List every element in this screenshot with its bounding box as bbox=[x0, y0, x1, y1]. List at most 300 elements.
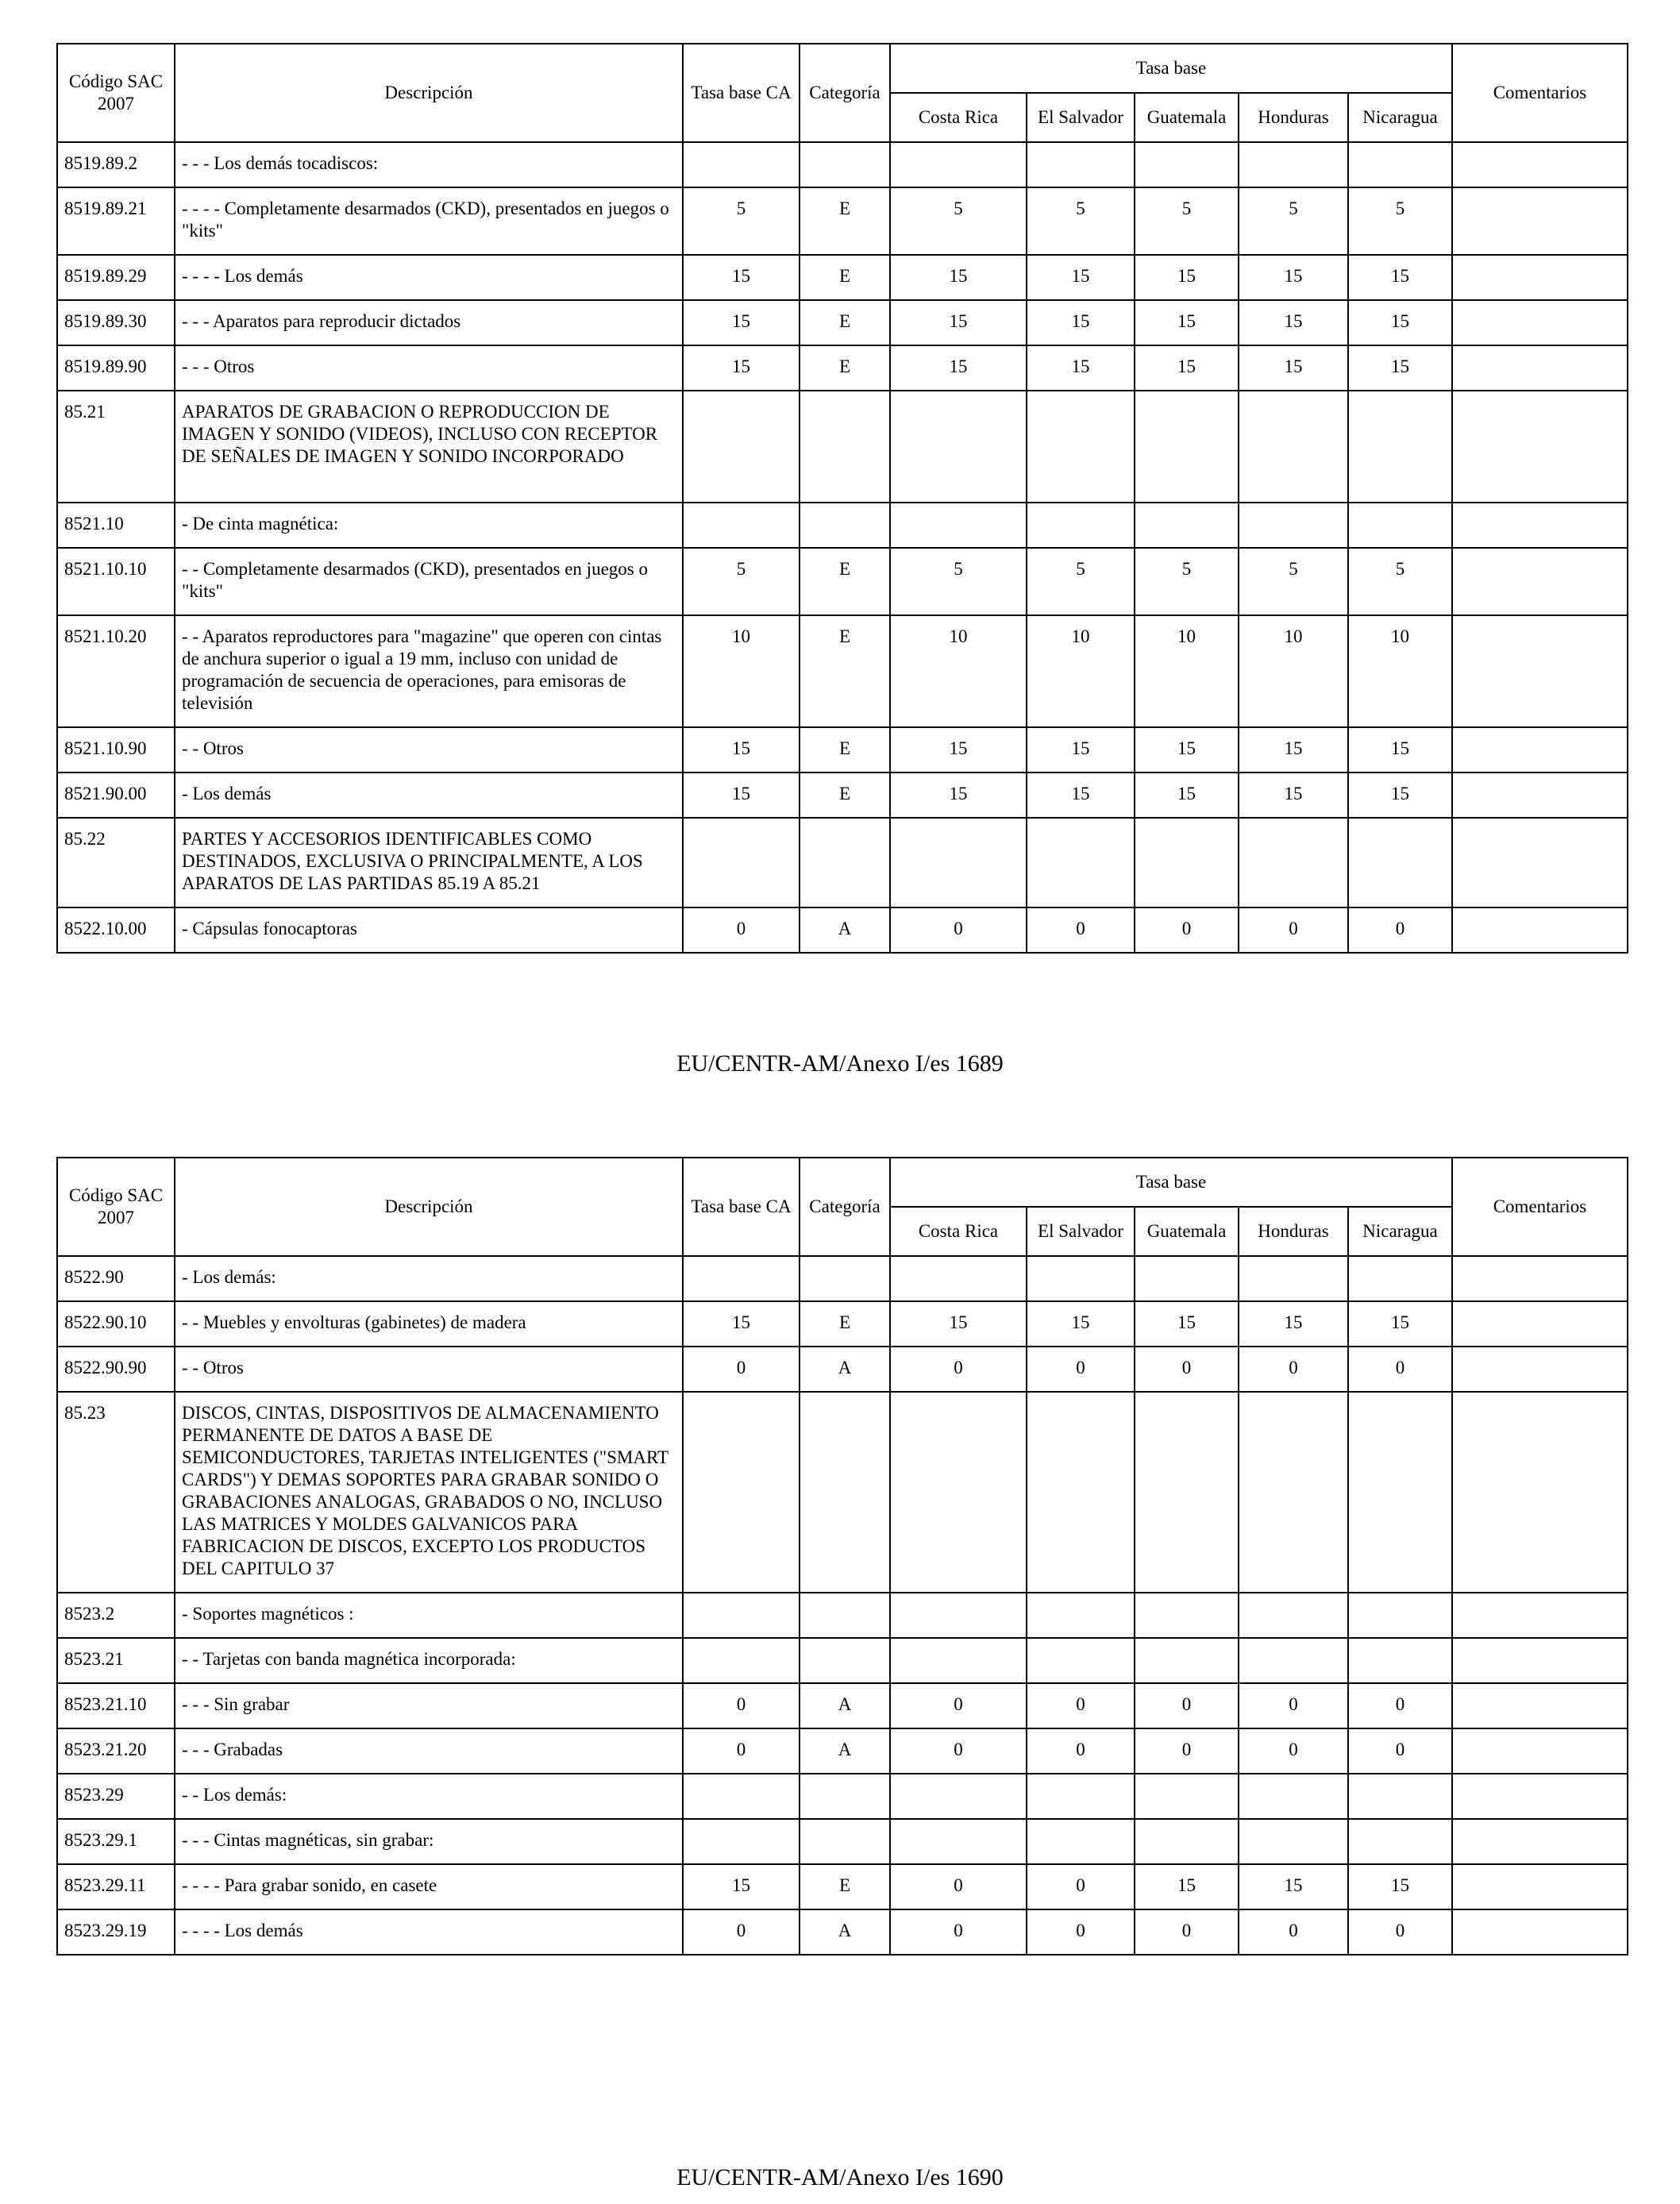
description-cell: - - - Otros bbox=[175, 345, 683, 391]
honduras-cell: 0 bbox=[1239, 1909, 1348, 1955]
tasa-base-ca-cell bbox=[683, 1392, 800, 1593]
comentarios-cell bbox=[1452, 615, 1628, 727]
guatemala-cell bbox=[1135, 1256, 1239, 1301]
description-cell: - Los demás: bbox=[175, 1256, 683, 1301]
code-cell: 8523.21 bbox=[57, 1638, 175, 1683]
el-salvador-cell bbox=[1027, 391, 1135, 503]
honduras-cell bbox=[1239, 1256, 1348, 1301]
guatemala-cell bbox=[1135, 1638, 1239, 1683]
code-cell: 8521.10.10 bbox=[57, 548, 175, 615]
code-cell: 8519.89.21 bbox=[57, 187, 175, 255]
comentarios-cell bbox=[1452, 1392, 1628, 1593]
table-row bbox=[57, 300, 1628, 345]
nicaragua-cell bbox=[1348, 1593, 1452, 1638]
tasa-base-ca-cell: 5 bbox=[683, 187, 800, 255]
tasa-base-ca-cell: 5 bbox=[683, 548, 800, 615]
categoria-cell: E bbox=[800, 615, 890, 727]
nicaragua-cell bbox=[1348, 1819, 1452, 1864]
header-codigo: Código SAC 2007 bbox=[57, 1158, 175, 1256]
categoria-cell: E bbox=[800, 548, 890, 615]
table-row bbox=[57, 187, 1628, 255]
guatemala-cell bbox=[1135, 391, 1239, 503]
guatemala-cell: 15 bbox=[1135, 345, 1239, 391]
comentarios-cell bbox=[1452, 345, 1628, 391]
comentarios-cell bbox=[1452, 1819, 1628, 1864]
costa-rica-cell bbox=[890, 818, 1027, 907]
nicaragua-cell: 15 bbox=[1348, 255, 1452, 300]
table-row bbox=[57, 1864, 1628, 1909]
costa-rica-cell bbox=[890, 391, 1027, 503]
categoria-cell: A bbox=[800, 1909, 890, 1955]
comentarios-cell bbox=[1452, 818, 1628, 907]
comentarios-cell bbox=[1452, 1728, 1628, 1774]
tasa-base-ca-cell: 0 bbox=[683, 1909, 800, 1955]
description-cell: - - Aparatos reproductores para "magazine" que operen con cintas de anchura superior o igual a 19 mm, incluso con unidad de programación de secuencia de operaciones, para emisoras de televisión bbox=[175, 615, 683, 727]
header-comentarios: Comentarios bbox=[1452, 1158, 1628, 1256]
table-row bbox=[57, 773, 1628, 818]
tasa-base-ca-cell bbox=[683, 1774, 800, 1819]
header-country-guatemala: Guatemala bbox=[1135, 1207, 1239, 1256]
costa-rica-cell: 5 bbox=[890, 548, 1027, 615]
categoria-cell bbox=[800, 1774, 890, 1819]
tasa-base-ca-cell: 15 bbox=[683, 1301, 800, 1347]
guatemala-cell bbox=[1135, 1593, 1239, 1638]
tasa-base-ca-cell: 0 bbox=[683, 1683, 800, 1728]
header-country-costa-rica: Costa Rica bbox=[890, 1207, 1027, 1256]
table-body bbox=[57, 142, 1628, 953]
table-row bbox=[57, 142, 1628, 187]
tasa-base-ca-cell: 15 bbox=[683, 727, 800, 773]
nicaragua-cell: 15 bbox=[1348, 773, 1452, 818]
description-cell: DISCOS, CINTAS, DISPOSITIVOS DE ALMACENAMIENTO PERMANENTE DE DATOS A BASE DE SEMICONDUCTORES, TARJETAS INTELIGENTES ("SMART CARDS") Y DEMAS SOPORTES PARA GRABAR SONIDO O GRABACIONES ANALOGAS, GRABADOS O NO, INCLUSO LAS MATRICES Y MOLDES GALVANICOS PARA FABRICACION DE DISCOS, EXCEPTO LOS PRODUCTOS DEL CAPITULO 37 bbox=[175, 1392, 683, 1593]
costa-rica-cell bbox=[890, 142, 1027, 187]
description-cell: - De cinta magnética: bbox=[175, 503, 683, 548]
honduras-cell bbox=[1239, 142, 1348, 187]
header-tasa-base: Tasa base bbox=[890, 44, 1452, 93]
table-row bbox=[57, 1392, 1628, 1593]
costa-rica-cell: 15 bbox=[890, 255, 1027, 300]
costa-rica-cell: 15 bbox=[890, 773, 1027, 818]
header-categoria: Categoría bbox=[800, 44, 890, 142]
table-row bbox=[57, 818, 1628, 907]
nicaragua-cell bbox=[1348, 1774, 1452, 1819]
description-cell: - - - Los demás tocadiscos: bbox=[175, 142, 683, 187]
el-salvador-cell: 5 bbox=[1027, 548, 1135, 615]
honduras-cell: 15 bbox=[1239, 727, 1348, 773]
nicaragua-cell: 0 bbox=[1348, 1728, 1452, 1774]
description-cell: - - - Grabadas bbox=[175, 1728, 683, 1774]
header-tasa-base: Tasa base bbox=[890, 1158, 1452, 1207]
categoria-cell bbox=[800, 1593, 890, 1638]
comentarios-cell bbox=[1452, 1864, 1628, 1909]
el-salvador-cell: 5 bbox=[1027, 187, 1135, 255]
nicaragua-cell: 5 bbox=[1348, 548, 1452, 615]
description-cell: - - Muebles y envolturas (gabinetes) de madera bbox=[175, 1301, 683, 1347]
honduras-cell bbox=[1239, 503, 1348, 548]
table-row bbox=[57, 1593, 1628, 1638]
tasa-base-ca-cell: 15 bbox=[683, 1864, 800, 1909]
header-country-nicaragua: Nicaragua bbox=[1348, 1207, 1452, 1256]
tasa-base-ca-cell: 10 bbox=[683, 615, 800, 727]
nicaragua-cell bbox=[1348, 1392, 1452, 1593]
categoria-cell: A bbox=[800, 1347, 890, 1392]
nicaragua-cell: 0 bbox=[1348, 1683, 1452, 1728]
guatemala-cell bbox=[1135, 818, 1239, 907]
nicaragua-cell bbox=[1348, 1256, 1452, 1301]
description-cell: - - - Sin grabar bbox=[175, 1683, 683, 1728]
costa-rica-cell bbox=[890, 1774, 1027, 1819]
table-header bbox=[57, 1158, 1628, 1256]
table-row bbox=[57, 1256, 1628, 1301]
el-salvador-cell bbox=[1027, 818, 1135, 907]
comentarios-cell bbox=[1452, 1774, 1628, 1819]
guatemala-cell: 0 bbox=[1135, 1347, 1239, 1392]
honduras-cell: 15 bbox=[1239, 300, 1348, 345]
table-row bbox=[57, 907, 1628, 953]
header-tasa-base-ca: Tasa base CA bbox=[683, 44, 800, 142]
code-cell: 8521.10.20 bbox=[57, 615, 175, 727]
categoria-cell bbox=[800, 1819, 890, 1864]
table-row bbox=[57, 1347, 1628, 1392]
description-cell: - - - - Para grabar sonido, en casete bbox=[175, 1864, 683, 1909]
code-cell: 8523.21.10 bbox=[57, 1683, 175, 1728]
comentarios-cell bbox=[1452, 727, 1628, 773]
honduras-cell: 0 bbox=[1239, 1683, 1348, 1728]
code-cell: 8519.89.30 bbox=[57, 300, 175, 345]
costa-rica-cell bbox=[890, 1256, 1027, 1301]
nicaragua-cell bbox=[1348, 391, 1452, 503]
nicaragua-cell: 0 bbox=[1348, 907, 1452, 953]
categoria-cell: E bbox=[800, 300, 890, 345]
el-salvador-cell: 15 bbox=[1027, 1301, 1135, 1347]
categoria-cell bbox=[800, 503, 890, 548]
tasa-base-ca-cell: 0 bbox=[683, 907, 800, 953]
costa-rica-cell: 15 bbox=[890, 345, 1027, 391]
table-row bbox=[57, 1301, 1628, 1347]
guatemala-cell: 5 bbox=[1135, 548, 1239, 615]
nicaragua-cell: 10 bbox=[1348, 615, 1452, 727]
categoria-cell bbox=[800, 1638, 890, 1683]
el-salvador-cell bbox=[1027, 1774, 1135, 1819]
el-salvador-cell bbox=[1027, 503, 1135, 548]
comentarios-cell bbox=[1452, 391, 1628, 503]
el-salvador-cell: 15 bbox=[1027, 255, 1135, 300]
comentarios-cell bbox=[1452, 1301, 1628, 1347]
nicaragua-cell: 15 bbox=[1348, 345, 1452, 391]
comentarios-cell bbox=[1452, 1256, 1628, 1301]
costa-rica-cell: 15 bbox=[890, 1301, 1027, 1347]
header-country-guatemala: Guatemala bbox=[1135, 93, 1239, 142]
tasa-base-ca-cell: 15 bbox=[683, 255, 800, 300]
header-country-honduras: Honduras bbox=[1239, 93, 1348, 142]
description-cell: - - Otros bbox=[175, 727, 683, 773]
nicaragua-cell: 0 bbox=[1348, 1909, 1452, 1955]
el-salvador-cell: 10 bbox=[1027, 615, 1135, 727]
el-salvador-cell bbox=[1027, 142, 1135, 187]
code-cell: 85.23 bbox=[57, 1392, 175, 1593]
costa-rica-cell: 0 bbox=[890, 1909, 1027, 1955]
nicaragua-cell: 5 bbox=[1348, 187, 1452, 255]
comentarios-cell bbox=[1452, 1593, 1628, 1638]
honduras-cell: 0 bbox=[1239, 1728, 1348, 1774]
code-cell: 8523.2 bbox=[57, 1593, 175, 1638]
code-cell: 8522.90.90 bbox=[57, 1347, 175, 1392]
comentarios-cell bbox=[1452, 548, 1628, 615]
honduras-cell bbox=[1239, 391, 1348, 503]
tasa-base-ca-cell: 15 bbox=[683, 345, 800, 391]
code-cell: 8519.89.2 bbox=[57, 142, 175, 187]
nicaragua-cell: 15 bbox=[1348, 727, 1452, 773]
code-cell: 8521.10 bbox=[57, 503, 175, 548]
el-salvador-cell: 15 bbox=[1027, 300, 1135, 345]
categoria-cell: E bbox=[800, 255, 890, 300]
comentarios-cell bbox=[1452, 907, 1628, 953]
tasa-base-ca-cell bbox=[683, 142, 800, 187]
description-cell: - Soportes magnéticos : bbox=[175, 1593, 683, 1638]
description-cell: APARATOS DE GRABACION O REPRODUCCION DE IMAGEN Y SONIDO (VIDEOS), INCLUSO CON RECEPTOR DE SEÑALES DE IMAGEN Y SONIDO INCORPORADO bbox=[175, 391, 683, 503]
costa-rica-cell bbox=[890, 503, 1027, 548]
table-body bbox=[57, 1256, 1628, 1955]
code-cell: 85.21 bbox=[57, 391, 175, 503]
description-cell: - Cápsulas fonocaptoras bbox=[175, 907, 683, 953]
table-row bbox=[57, 548, 1628, 615]
table-row bbox=[57, 345, 1628, 391]
el-salvador-cell bbox=[1027, 1819, 1135, 1864]
nicaragua-cell bbox=[1348, 818, 1452, 907]
code-cell: 8522.90 bbox=[57, 1256, 175, 1301]
description-cell: - - Otros bbox=[175, 1347, 683, 1392]
table-row bbox=[57, 255, 1628, 300]
categoria-cell bbox=[800, 1256, 890, 1301]
guatemala-cell bbox=[1135, 1392, 1239, 1593]
header-country-costa-rica: Costa Rica bbox=[890, 93, 1027, 142]
tasa-base-ca-cell: 0 bbox=[683, 1347, 800, 1392]
costa-rica-cell: 0 bbox=[890, 1728, 1027, 1774]
header-country-el-salvador: El Salvador bbox=[1027, 1207, 1135, 1256]
guatemala-cell: 15 bbox=[1135, 1864, 1239, 1909]
page-footer: EU/CENTR-AM/Anexo I/es 1690 bbox=[676, 2164, 1004, 2191]
header-tasa-base-ca: Tasa base CA bbox=[683, 1158, 800, 1256]
table-row bbox=[57, 391, 1628, 503]
description-cell: - - Tarjetas con banda magnética incorporada: bbox=[175, 1638, 683, 1683]
el-salvador-cell: 0 bbox=[1027, 1683, 1135, 1728]
tariff-table-page-2 bbox=[56, 1157, 1628, 1955]
table-row bbox=[57, 1728, 1628, 1774]
honduras-cell: 5 bbox=[1239, 548, 1348, 615]
description-cell: - - Completamente desarmados (CKD), presentados en juegos o "kits" bbox=[175, 548, 683, 615]
tasa-base-ca-cell bbox=[683, 1593, 800, 1638]
costa-rica-cell bbox=[890, 1638, 1027, 1683]
code-cell: 8522.10.00 bbox=[57, 907, 175, 953]
code-cell: 8523.29.19 bbox=[57, 1909, 175, 1955]
costa-rica-cell: 15 bbox=[890, 300, 1027, 345]
guatemala-cell: 15 bbox=[1135, 773, 1239, 818]
honduras-cell bbox=[1239, 1638, 1348, 1683]
categoria-cell bbox=[800, 1392, 890, 1593]
categoria-cell: E bbox=[800, 187, 890, 255]
categoria-cell: A bbox=[800, 907, 890, 953]
guatemala-cell: 0 bbox=[1135, 907, 1239, 953]
categoria-cell: E bbox=[800, 1301, 890, 1347]
costa-rica-cell: 0 bbox=[890, 907, 1027, 953]
honduras-cell: 15 bbox=[1239, 255, 1348, 300]
guatemala-cell bbox=[1135, 503, 1239, 548]
guatemala-cell: 15 bbox=[1135, 1301, 1239, 1347]
guatemala-cell bbox=[1135, 1819, 1239, 1864]
header-categoria: Categoría bbox=[800, 1158, 890, 1256]
description-cell: - - - - Los demás bbox=[175, 1909, 683, 1955]
honduras-cell: 0 bbox=[1239, 907, 1348, 953]
comentarios-cell bbox=[1452, 1683, 1628, 1728]
nicaragua-cell bbox=[1348, 142, 1452, 187]
categoria-cell: E bbox=[800, 727, 890, 773]
categoria-cell: E bbox=[800, 773, 890, 818]
tasa-base-ca-cell bbox=[683, 1256, 800, 1301]
guatemala-cell: 15 bbox=[1135, 727, 1239, 773]
page-footer: EU/CENTR-AM/Anexo I/es 1689 bbox=[676, 1050, 1004, 1077]
comentarios-cell bbox=[1452, 187, 1628, 255]
nicaragua-cell: 0 bbox=[1348, 1347, 1452, 1392]
code-cell: 8523.21.20 bbox=[57, 1728, 175, 1774]
guatemala-cell bbox=[1135, 1774, 1239, 1819]
description-cell: - - - - Los demás bbox=[175, 255, 683, 300]
table-row bbox=[57, 503, 1628, 548]
honduras-cell: 15 bbox=[1239, 345, 1348, 391]
table-row bbox=[57, 727, 1628, 773]
header-country-el-salvador: El Salvador bbox=[1027, 93, 1135, 142]
description-cell: - - - Cintas magnéticas, sin grabar: bbox=[175, 1819, 683, 1864]
nicaragua-cell bbox=[1348, 503, 1452, 548]
el-salvador-cell: 0 bbox=[1027, 1347, 1135, 1392]
honduras-cell bbox=[1239, 1392, 1348, 1593]
tariff-table-page-1 bbox=[56, 43, 1628, 954]
comentarios-cell bbox=[1452, 142, 1628, 187]
honduras-cell: 5 bbox=[1239, 187, 1348, 255]
guatemala-cell bbox=[1135, 142, 1239, 187]
table-row bbox=[57, 1819, 1628, 1864]
table-header bbox=[57, 44, 1628, 142]
honduras-cell: 10 bbox=[1239, 615, 1348, 727]
header-descripcion: Descripción bbox=[175, 1158, 683, 1256]
el-salvador-cell bbox=[1027, 1256, 1135, 1301]
el-salvador-cell: 15 bbox=[1027, 773, 1135, 818]
comentarios-cell bbox=[1452, 300, 1628, 345]
costa-rica-cell bbox=[890, 1593, 1027, 1638]
comentarios-cell bbox=[1452, 503, 1628, 548]
honduras-cell bbox=[1239, 1819, 1348, 1864]
el-salvador-cell: 0 bbox=[1027, 1728, 1135, 1774]
code-cell: 8521.90.00 bbox=[57, 773, 175, 818]
description-cell: - - - - Completamente desarmados (CKD), presentados en juegos o "kits" bbox=[175, 187, 683, 255]
tasa-base-ca-cell bbox=[683, 1638, 800, 1683]
costa-rica-cell: 0 bbox=[890, 1864, 1027, 1909]
honduras-cell: 15 bbox=[1239, 1864, 1348, 1909]
code-cell: 8519.89.90 bbox=[57, 345, 175, 391]
guatemala-cell: 10 bbox=[1135, 615, 1239, 727]
costa-rica-cell: 0 bbox=[890, 1347, 1027, 1392]
honduras-cell bbox=[1239, 1593, 1348, 1638]
code-cell: 8521.10.90 bbox=[57, 727, 175, 773]
table-row bbox=[57, 1909, 1628, 1955]
table-row bbox=[57, 1683, 1628, 1728]
costa-rica-cell bbox=[890, 1392, 1027, 1593]
description-cell: PARTES Y ACCESORIOS IDENTIFICABLES COMO DESTINADOS, EXCLUSIVA O PRINCIPALMENTE, A LOS APARATOS DE LAS PARTIDAS 85.19 A 85.21 bbox=[175, 818, 683, 907]
comentarios-cell bbox=[1452, 1638, 1628, 1683]
categoria-cell bbox=[800, 818, 890, 907]
comentarios-cell bbox=[1452, 1909, 1628, 1955]
tasa-base-ca-cell bbox=[683, 391, 800, 503]
description-cell: - - Los demás: bbox=[175, 1774, 683, 1819]
tasa-base-ca-cell bbox=[683, 1819, 800, 1864]
honduras-cell: 0 bbox=[1239, 1347, 1348, 1392]
categoria-cell: A bbox=[800, 1728, 890, 1774]
header-codigo: Código SAC 2007 bbox=[57, 44, 175, 142]
code-cell: 8522.90.10 bbox=[57, 1301, 175, 1347]
guatemala-cell: 0 bbox=[1135, 1909, 1239, 1955]
tasa-base-ca-cell bbox=[683, 818, 800, 907]
honduras-cell bbox=[1239, 1774, 1348, 1819]
costa-rica-cell: 0 bbox=[890, 1683, 1027, 1728]
tasa-base-ca-cell: 0 bbox=[683, 1728, 800, 1774]
nicaragua-cell: 15 bbox=[1348, 1301, 1452, 1347]
categoria-cell: E bbox=[800, 1864, 890, 1909]
guatemala-cell: 5 bbox=[1135, 187, 1239, 255]
el-salvador-cell: 0 bbox=[1027, 907, 1135, 953]
code-cell: 8523.29.1 bbox=[57, 1819, 175, 1864]
nicaragua-cell: 15 bbox=[1348, 300, 1452, 345]
header-comentarios: Comentarios bbox=[1452, 44, 1628, 142]
el-salvador-cell: 0 bbox=[1027, 1864, 1135, 1909]
el-salvador-cell bbox=[1027, 1392, 1135, 1593]
tasa-base-ca-cell: 15 bbox=[683, 300, 800, 345]
guatemala-cell: 15 bbox=[1135, 255, 1239, 300]
code-cell: 8523.29.11 bbox=[57, 1864, 175, 1909]
categoria-cell: E bbox=[800, 345, 890, 391]
comentarios-cell bbox=[1452, 773, 1628, 818]
costa-rica-cell: 5 bbox=[890, 187, 1027, 255]
tasa-base-ca-cell: 15 bbox=[683, 773, 800, 818]
code-cell: 8523.29 bbox=[57, 1774, 175, 1819]
el-salvador-cell bbox=[1027, 1638, 1135, 1683]
nicaragua-cell: 15 bbox=[1348, 1864, 1452, 1909]
el-salvador-cell: 15 bbox=[1027, 345, 1135, 391]
el-salvador-cell: 15 bbox=[1027, 727, 1135, 773]
table-row bbox=[57, 1774, 1628, 1819]
table-row bbox=[57, 1638, 1628, 1683]
guatemala-cell: 0 bbox=[1135, 1728, 1239, 1774]
guatemala-cell: 15 bbox=[1135, 300, 1239, 345]
el-salvador-cell bbox=[1027, 1593, 1135, 1638]
tasa-base-ca-cell bbox=[683, 503, 800, 548]
nicaragua-cell bbox=[1348, 1638, 1452, 1683]
honduras-cell: 15 bbox=[1239, 773, 1348, 818]
description-cell: - - - Aparatos para reproducir dictados bbox=[175, 300, 683, 345]
header-country-nicaragua: Nicaragua bbox=[1348, 93, 1452, 142]
code-cell: 85.22 bbox=[57, 818, 175, 907]
costa-rica-cell: 15 bbox=[890, 727, 1027, 773]
honduras-cell bbox=[1239, 818, 1348, 907]
code-cell: 8519.89.29 bbox=[57, 255, 175, 300]
description-cell: - Los demás bbox=[175, 773, 683, 818]
header-descripcion: Descripción bbox=[175, 44, 683, 142]
comentarios-cell bbox=[1452, 255, 1628, 300]
header-country-honduras: Honduras bbox=[1239, 1207, 1348, 1256]
categoria-cell: A bbox=[800, 1683, 890, 1728]
categoria-cell bbox=[800, 391, 890, 503]
honduras-cell: 15 bbox=[1239, 1301, 1348, 1347]
costa-rica-cell: 10 bbox=[890, 615, 1027, 727]
categoria-cell bbox=[800, 142, 890, 187]
